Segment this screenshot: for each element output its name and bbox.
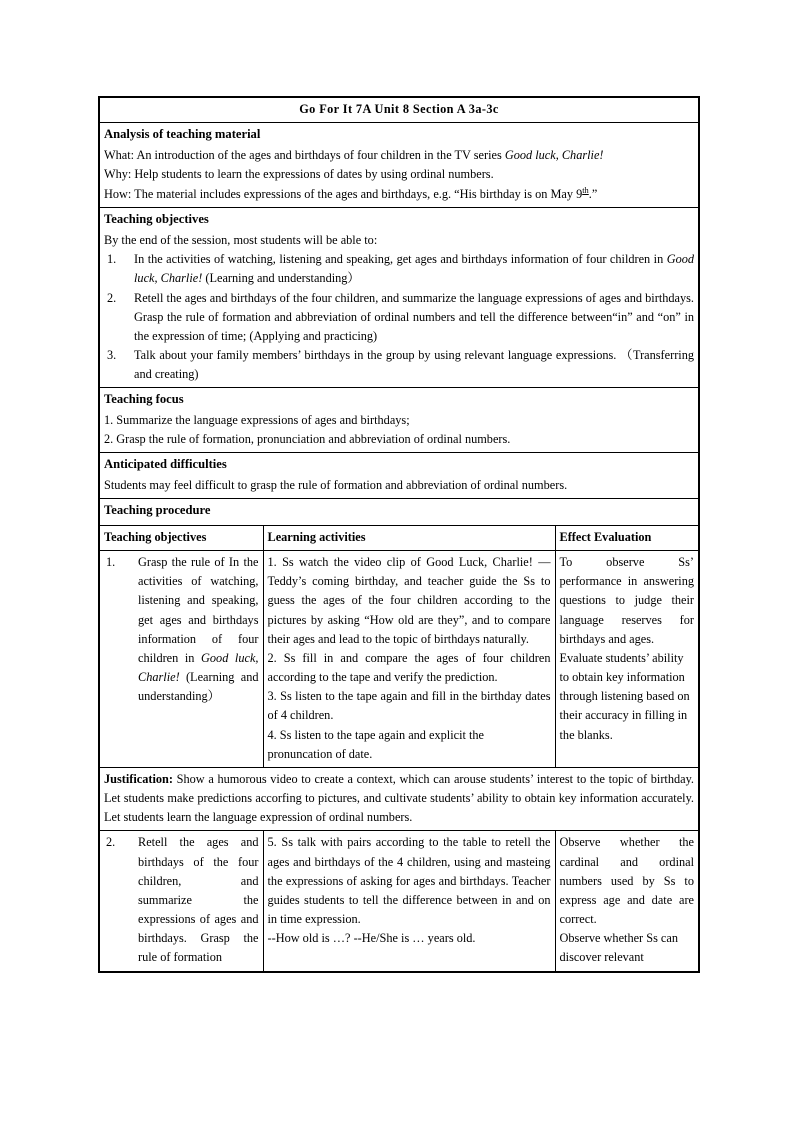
- title-row: [99, 97, 699, 123]
- objectives-list: [104, 250, 694, 384]
- justification-row: [99, 767, 699, 831]
- focus-line: 1. Summarize the language expressions of ages and birthdays;: [104, 413, 410, 428]
- activity-item: 3. Ss listen to the tape again and fill in the birthday dates of 4 children.: [267, 689, 551, 723]
- analysis-what-text: An introduction of the ages and birthdays of four children in the TV series: [136, 147, 505, 162]
- procedure-heading-cell: [99, 499, 699, 526]
- analysis-what-label: What:: [104, 147, 135, 162]
- activity-item: 2. Ss fill in and compare the ages of four children according to the tape and verify the prediction.: [267, 650, 551, 685]
- procedure-column-header-row: [99, 525, 699, 550]
- procedure-objective-text: [104, 833, 259, 967]
- procedure-activities-cell: [263, 551, 555, 768]
- focus-line: 2. Grasp the rule of formation, pronunciation and abbreviation of ordinal numbers.: [104, 432, 511, 447]
- focus-row: [99, 388, 699, 453]
- activity-item: 1. Ss watch the video clip of Good Luck, Charlie! —Teddy’s coming birthday, and teacher guide the Ss to guess the ages of the four children according to the pictures by asking “How old are they”, and to compare their ages and lead to the topic of birthdays naturally.: [267, 555, 551, 646]
- procedure-objective-text: [104, 553, 259, 706]
- procedure-objective-pre: Grasp the rule of In the activities of watching, listening and speaking, get ages and birthdays information of four children in: [138, 555, 259, 665]
- activity-item: 5. Ss talk with pairs according to the table to retell the ages and birthdays of the 4 children, using and masteing the expressions of asking for ages and birthdays. Teacher guides students to tell the difference between in and on in time expression.: [267, 835, 551, 927]
- objective-item: [104, 250, 694, 288]
- evaluation-item: Observe whether the cardinal and ordinal numbers used by Ss to express age and date are correct.: [559, 835, 695, 927]
- table-row: [99, 831, 699, 972]
- focus-cell: [99, 388, 699, 453]
- objective-text-post: (Learning and understanding）: [202, 271, 360, 286]
- difficulties-text: Students may feel difficult to grasp the rule of formation and abbreviation of ordinal numbers.: [104, 478, 568, 493]
- procedure-heading: Teaching procedure: [104, 503, 211, 518]
- objective-text-pre: Retell the ages and birthdays of the four children, and summarize the language expressions of ages and birthdays. Grasp the rule of formation and abbreviation of ordinal numbers and tell the difference between“in” and “on” in the expression of time; (Applying and practicing): [134, 290, 695, 343]
- procedure-evaluation-cell: [555, 551, 699, 768]
- analysis-row: [99, 123, 699, 208]
- analysis-how-pre: How: The material includes expressions of the ages and birthdays, e.g. “His birthday is on May 9: [104, 187, 583, 202]
- analysis-how-post: .”: [588, 187, 598, 202]
- objectives-row: [99, 208, 699, 388]
- procedure-objective-cell: [99, 831, 263, 972]
- objectives-cell: [99, 208, 699, 388]
- difficulties-heading: Anticipated difficulties: [104, 457, 227, 472]
- procedure-objective-number: 2.: [106, 835, 116, 850]
- objectives-heading: Teaching objectives: [104, 212, 209, 227]
- analysis-how: [104, 184, 694, 204]
- evaluation-item: Evaluate students’ ability to obtain key information through listening based on their accuracy in filling in the blanks.: [559, 650, 690, 742]
- procedure-objective-post: (Learning and understanding）: [138, 670, 259, 704]
- procedure-objective-cell: [99, 551, 263, 768]
- objective-number: 2.: [107, 290, 117, 305]
- analysis-what: [104, 146, 694, 165]
- objective-text-pre: Talk about your family members’ birthdays in the group by using relevant language expressions. （Transferring and creating): [134, 348, 695, 382]
- page-title: Go For It 7A Unit 8 Section A 3a-3c: [99, 97, 699, 123]
- difficulties-cell: [99, 453, 699, 499]
- evaluation-item: To observe Ss’ performance in answering questions to judge their language reserves for birthdays and ages.: [559, 555, 695, 646]
- objective-text-italic: Good luck, Charlie!: [134, 252, 695, 286]
- objective-text-pre: In the activities of watching, listening and speaking, get ages and birthdays information of four children in: [134, 252, 667, 267]
- procedure-objective-pre: Retell the ages and birthdays of the four children, and summarize the expressions of ages and birthdays. Grasp the rule of formation: [138, 835, 259, 965]
- evaluation-item: Observe whether Ss can discover relevant: [559, 931, 678, 965]
- procedure-objective-number: 1.: [106, 555, 116, 570]
- activity-item: --How old is …? --He/She is … years old.: [267, 931, 476, 946]
- procedure-activities-cell: [263, 831, 555, 972]
- difficulties-row: [99, 453, 699, 499]
- procedure-evaluation-cell: [555, 831, 699, 972]
- analysis-what-series: Good luck, Charlie!: [504, 147, 604, 162]
- column-header-teaching-objectives: Teaching objectives: [99, 525, 263, 550]
- objective-number: 3.: [107, 348, 117, 363]
- objectives-intro: By the end of the session, most students will be able to:: [104, 233, 378, 248]
- objective-number: 1.: [107, 252, 117, 267]
- lesson-plan-table: [98, 96, 700, 973]
- justification-text: Show a humorous video to create a context, which can arouse students’ interest to the topic of birthday. Let students make predictions accorfing to pictures, and cultivate students’ ability to obtain key information accurately. Let students learn the language expression of ordinal numbers.: [104, 771, 695, 825]
- objective-item: [104, 289, 694, 347]
- table-row: [99, 551, 699, 768]
- focus-heading: Teaching focus: [104, 392, 184, 407]
- justification-label: Justification:: [104, 771, 173, 786]
- activity-item: 4. Ss listen to the tape again and explicit the pronuncation of date.: [267, 727, 485, 761]
- objective-item: [104, 346, 694, 384]
- column-header-effect-evaluation: Effect Evaluation: [555, 525, 699, 550]
- column-header-learning-activities: Learning activities: [263, 525, 555, 550]
- analysis-cell: [99, 123, 699, 208]
- procedure-heading-row: [99, 499, 699, 526]
- analysis-heading: Analysis of teaching material: [104, 127, 261, 142]
- ordinal-suffix: th: [582, 186, 589, 196]
- justification-cell: [99, 767, 699, 831]
- procedure-objective-italic: Good luck, Charlie!: [138, 650, 259, 685]
- analysis-why: Why: Help students to learn the expressions of dates by using ordinal numbers.: [104, 166, 494, 181]
